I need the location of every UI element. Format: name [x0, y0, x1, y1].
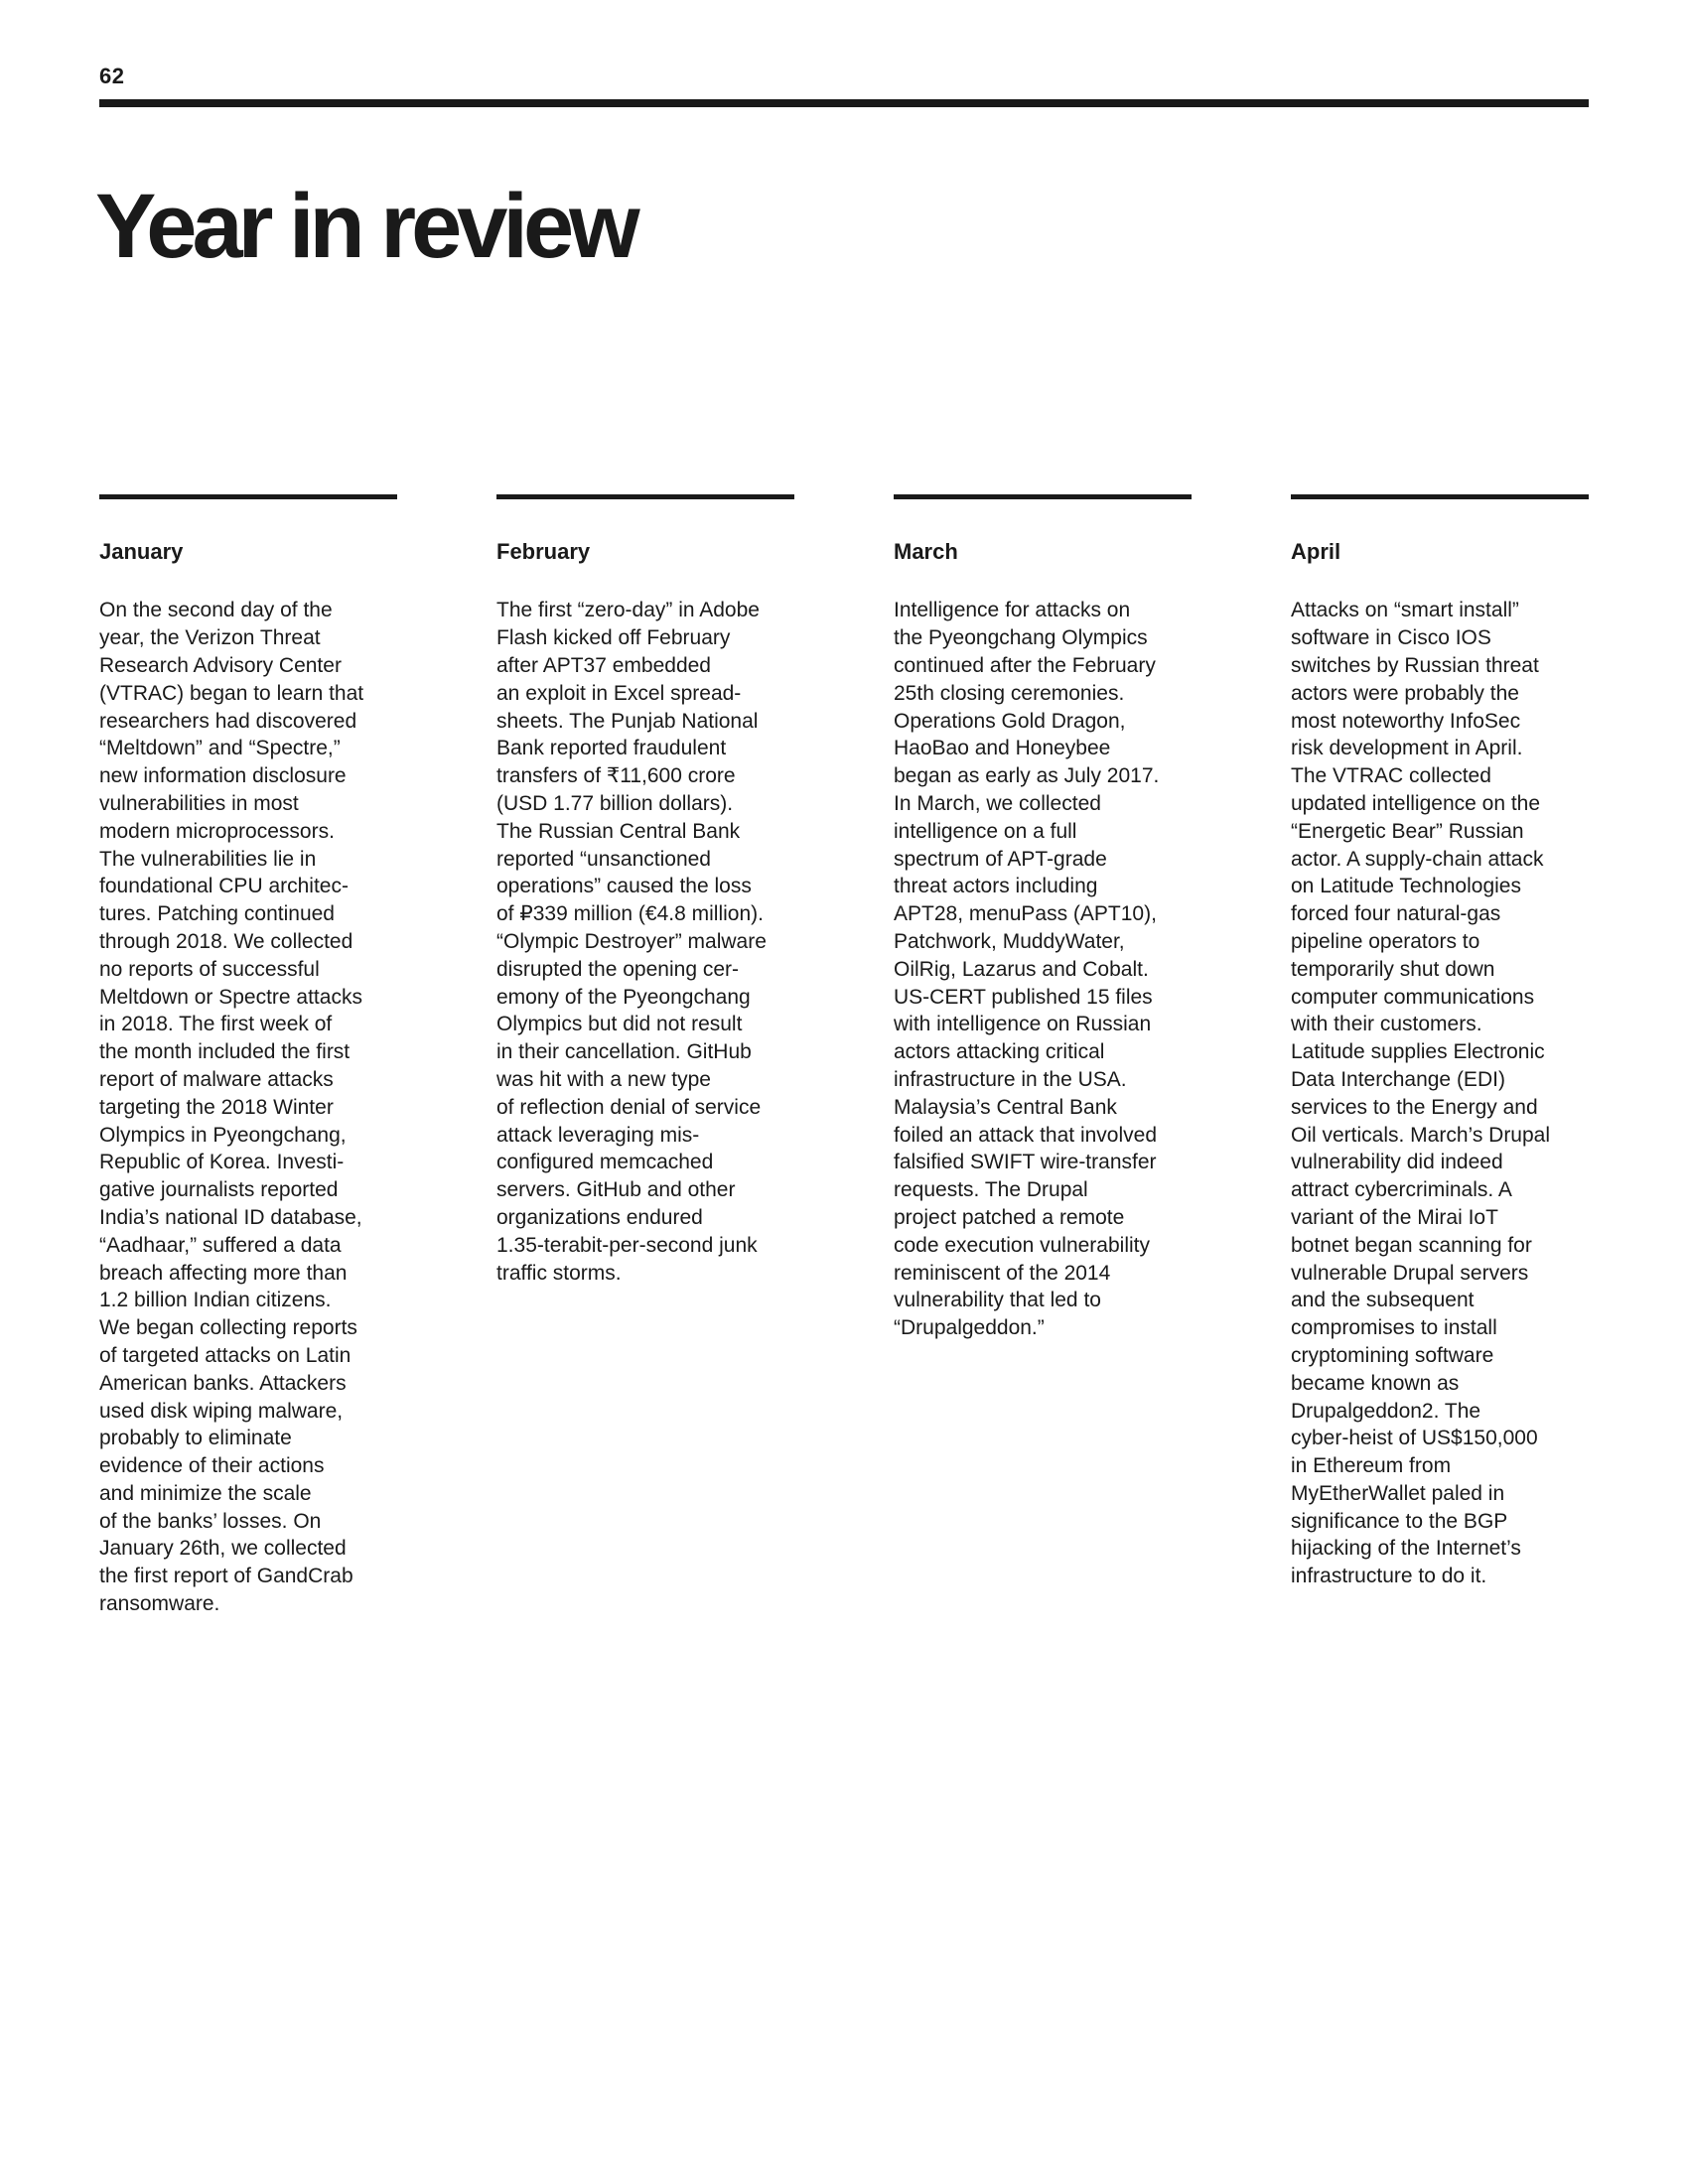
column-rule [99, 494, 397, 499]
month-heading: March [894, 539, 958, 564]
month-heading: January [99, 539, 184, 564]
month-column-january [99, 494, 397, 1618]
month-column-march [894, 494, 1192, 1342]
month-body-text: Intelligence for attacks on the Pyeongchang Olympics continued after the February 25th closing ceremonies. Operations Gold Dragon, HaoBao and Honeybee began as early as July 2017. In March, we collected intelligence on a full spectrum of APT-grade threat actors including APT28, menuPass (APT10), Patchwork, MuddyWater, OilRig, Lazarus and Cobalt. US-CERT published 15 files with intelligence on Russian actors attacking critical infrastructure in the USA. Malaysia’s Central Bank foiled an attack that involved falsified SWIFT wire-transfer requests. The Drupal project patched a remote code execution vulnerability reminiscent of the 2014 vulnerability that led to “Drupalgeddon.” [894, 599, 1160, 1340]
month-body-text: Attacks on “smart install” software in Cisco IOS switches by Russian threat actors were probably the most noteworthy InfoSec risk development in April. The VTRAC collected updated intelligence on the “Energetic Bear” Russian actor. A supply-chain attack on Latitude Technologies forced four natural-gas pipeline operators to temporarily shut down computer communications with their customers. Latitude supplies Electronic Data Interchange (EDI) services to the Energy and Oil verticals. March’s Drupal vulnerability did indeed attract cybercriminals. A variant of the Mirai IoT botnet began scanning for vulnerable Drupal servers and the subsequent compromises to install cryptomining software became known as Drupalgeddon2. The cyber-heist of US$150,000 in Ethereum from MyEtherWallet paled in significance to the BGP hijacking of the Internet’s infrastructure to do it. [1291, 599, 1551, 1588]
column-rule [1291, 494, 1589, 499]
month-body-text: On the second day of the year, the Verizon Threat Research Advisory Center (VTRAC) began to learn that researchers had discovered “Meltdown” and “Spectre,” new information disclosure vulnerabilities in most modern microprocessors. The vulnerabilities lie in foundational CPU architec- tures. Patching continued through 2018. We collected no reports of successful Meltdown or Spectre attacks in 2018. The first week of the month included the first report of malware attacks targeting the 2018 Winter Olympics in Pyeongchang, Republic of Korea. Investi- gative journalists reported India’s national ID database, “Aadhaar,” suffered a data breach affecting more than 1.2 billion Indian citizens. We began collecting reports of targeted attacks on Latin American banks. Attackers used disk wiping malware, probably to eliminate evidence of their actions and minimize the scale of the banks’ losses. On January 26th, we collected the first report of GandCrab ransomware. [99, 599, 364, 1616]
month-column-april [1291, 494, 1589, 1590]
month-column-february [496, 494, 794, 1287]
page-number: 62 [99, 64, 125, 88]
month-heading: April [1291, 539, 1341, 564]
header-rule [99, 99, 1589, 107]
month-heading: February [496, 539, 591, 564]
page-title: Year in review [95, 176, 635, 277]
column-rule [496, 494, 794, 499]
month-body-text: The first “zero-day” in Adobe Flash kicked off February after APT37 embedded an exploit in Excel spread- sheets. The Punjab National Bank reported fraudulent transfers of ₹11,600 crore (USD 1.77 billion dollars). The Russian Central Bank reported “unsanctioned operations” caused the loss of ₽339 million (€4.8 million). “Olympic Destroyer” malware disrupted the opening cer- emony of the Pyeongchang Olympics but did not result in their cancellation. GitHub was hit with a new type of reflection denial of service attack leveraging mis- configured memcached servers. GitHub and other organizations endured 1.35-terabit-per-second junk traffic storms. [496, 599, 767, 1285]
column-rule [894, 494, 1192, 499]
